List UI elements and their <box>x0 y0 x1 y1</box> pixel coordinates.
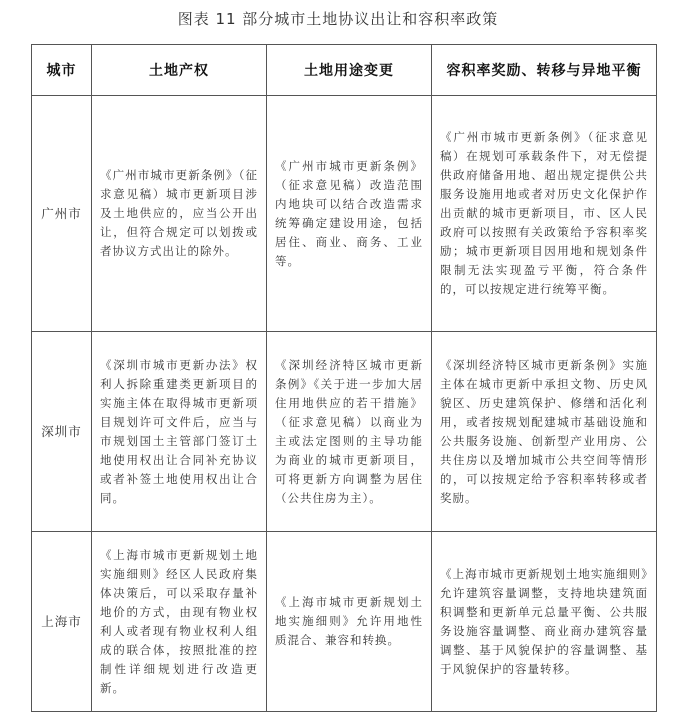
header-land-use-change: 土地用途变更 <box>267 45 432 96</box>
header-far-policy: 容积率奖励、转移与异地平衡 <box>432 45 657 96</box>
far-policy-cell: 《深圳经济特区城市更新条例》实施主体在城市更新中承担文物、历史风貌区、历史建筑保护、修缮和活化利用，或者按规划配建城市基础设施和公共服务设施、创新型产业用房、公共住房以及增加城市公共空间等情形的，可以按规定给予容积率转移或者奖励。 <box>432 332 657 532</box>
land-use-cell: 《上海市城市更新规划土地实施细则》允许用地性质混合、兼容和转换。 <box>267 532 432 712</box>
far-policy-cell: 《广州市城市更新条例》（征求意见稿）在规划可承载条件下，对无偿提供政府储备用地、超出规定提供公共服务设施用地或者对历史文化保护作出贡献的城市更新项目，市、区人民政府可以按照有关政策给予容积率奖励；城市更新项目因用地和规划条件限制无法实现盈亏平衡，符合条件的，可以按规定进行统筹平衡。 <box>432 96 657 332</box>
land-rights-cell: 《上海市城市更新规划土地实施细则》经区人民政府集体决策后，可以采取存量补地价的方式，由现有物业权利人或者现有物业权利人组成的联合体，按照批准的控制性详细规划进行改造更新。 <box>92 532 267 712</box>
header-land-rights: 土地产权 <box>92 45 267 96</box>
land-use-cell: 《广州市城市更新条例》（征求意见稿）改造范围内地块可以结合改造需求统筹确定建设用途，包括居住、商业、商务、工业等。 <box>267 96 432 332</box>
policy-table <box>31 44 657 712</box>
table-caption: 图表 11 部分城市土地协议出让和容积率政策 <box>177 10 499 28</box>
table-row <box>32 96 657 332</box>
land-rights-cell: 《深圳市城市更新办法》权利人拆除重建类更新项目的实施主体在取得城市更新项目规划许可文件后，应当与市规划国土主管部门签订土地使用权出让合同补充协议或者补签土地使用权出让合同。 <box>92 332 267 532</box>
table-row <box>32 332 657 532</box>
header-city: 城市 <box>32 45 92 96</box>
land-rights-cell: 《广州市城市更新条例》（征求意见稿）城市更新项目涉及土地供应的，应当公开出让，但符合规定可以划拨或者协议方式出让的除外。 <box>92 96 267 332</box>
far-policy-cell: 《上海市城市更新规划土地实施细则》允许建筑容量调整，支持地块建筑面积调整和更新单元总量平衡、公共服务设施容量调整、商业商办建筑容量调整、基于风貌保护的容量调整、基于风貌保护的容量转移。 <box>432 532 657 712</box>
city-cell: 广州市 <box>32 96 92 332</box>
table-row <box>32 532 657 712</box>
header-row <box>32 45 657 96</box>
city-cell: 上海市 <box>32 532 92 712</box>
city-cell: 深圳市 <box>32 332 92 532</box>
land-use-cell: 《深圳经济特区城市更新条例》《关于进一步加大居住用地供应的若干措施》（征求意见稿）以商业为主或法定图则的主导功能为商业的城市更新项目，可将更新方向调整为居住（公共住房为主）。 <box>267 332 432 532</box>
